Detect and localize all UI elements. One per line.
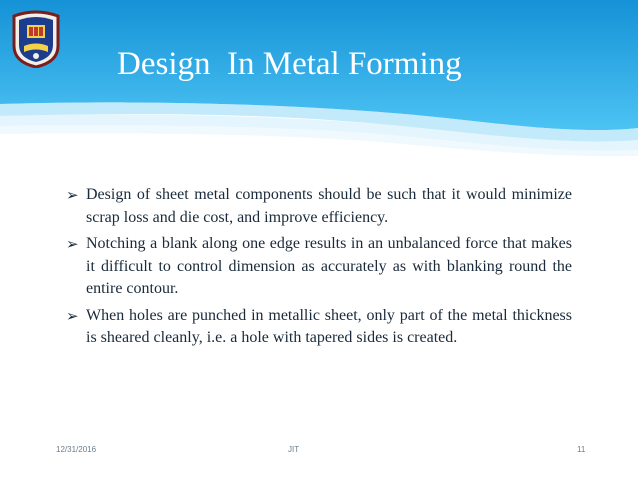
bullet-item: [66, 184, 572, 229]
bullet-list: [66, 184, 572, 354]
bullet-text: Design of sheet metal components should be such that it would minimize scrap loss and die cost, and improve efficiency.: [86, 186, 572, 226]
footer-date: 12/31/2016: [56, 445, 97, 454]
footer-label: JIT: [288, 445, 300, 454]
arrow-bullet-icon: ➢: [66, 306, 79, 325]
page-number: 11: [577, 445, 586, 454]
college-crest-icon: [10, 10, 62, 68]
bullet-item: [66, 233, 572, 301]
bullet-text: Notching a blank along one edge results in an unbalanced force that makes it difficult to control dimension as accurately as with blanking round the entire contour.: [86, 235, 572, 297]
bullet-text: When holes are punched in metallic sheet, only part of the metal thickness is sheared cleanly, i.e. a hole with tapered sides is created.: [86, 306, 572, 346]
slide-title: Design In Metal Forming: [117, 46, 462, 82]
bullet-item: [66, 305, 572, 350]
arrow-bullet-icon: ➢: [66, 186, 79, 204]
arrow-bullet-icon: ➢: [66, 235, 79, 253]
